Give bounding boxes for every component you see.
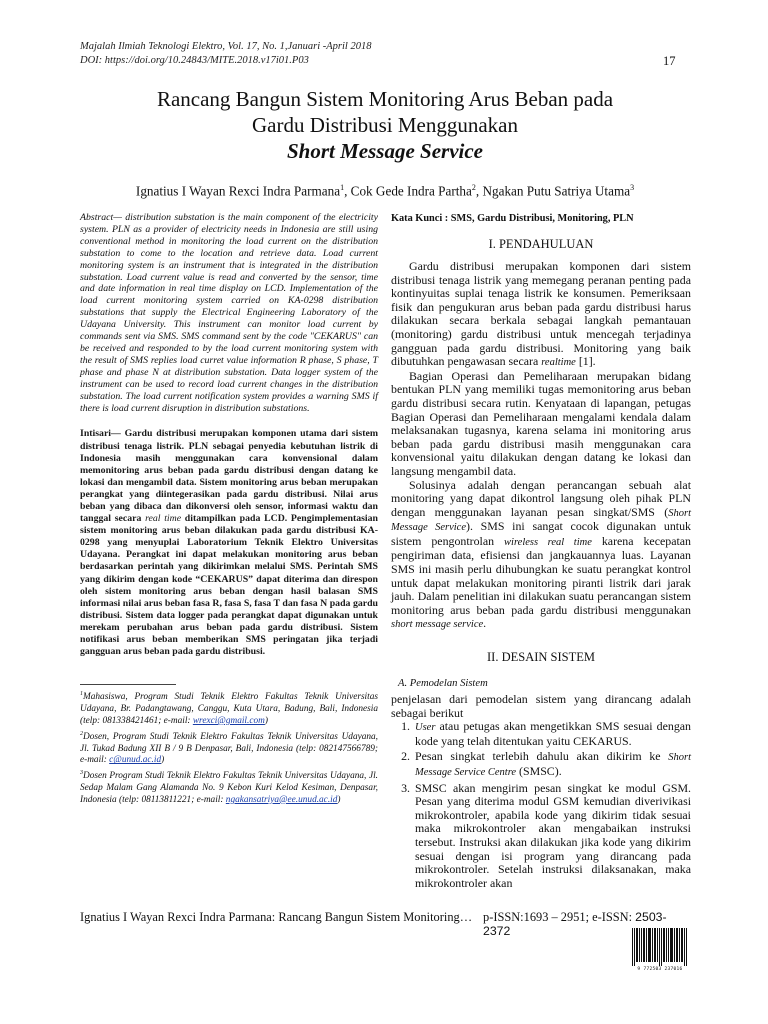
author-1: Ignatius I Wayan Rexci Indra Parmana <box>135 183 341 199</box>
paragraph-1-realtime: realtime <box>541 357 576 369</box>
author-2-affiliation: 2 <box>471 183 476 192</box>
smsc-term: Short Message Service Centre <box>415 752 691 778</box>
paragraph-3-text-d: . <box>483 616 487 631</box>
list-item <box>413 750 691 779</box>
title-line-3: Short Message Service <box>287 139 483 163</box>
footnote-1-end: ) <box>264 715 268 726</box>
footnote-3-text: Dosen Program Studi Teknik Elektro Fakultas Teknik Universitas Udayana, Jl. Sedap Malam Gang Alamanda No. 9 Kebon Kuri Kelod Kesiman, Denpasar, Indonesia (telp: 08113811221; e-mail: <box>80 771 378 805</box>
paragraph-1-citation: [1]. <box>575 354 596 369</box>
intisari-realtime: real time <box>145 513 182 525</box>
paper-title <box>80 86 690 164</box>
footnote-1-text: Mahasiswa, Program Studi Teknik Elektro Fakultas Teknik Universitas Udayana, Br. Padangtawang, Canggu, Kuta Utara, Badung, Bali, Indonesia (telp: 081338421461; e-mail: <box>80 692 378 726</box>
intisari-text-1: Intisari— Gardu distribusi merupakan komponen utama dari sistem distribusi tenaga listrik. PLN sebagai penyedia kebutuhan listrik di Indonesia masih menggunakan cara konvensional dalam memonitoring arus beban pada gardu distribusi dengan datang ke lokasi dan mengambil data. Sistem monitoring arus beban merupakan perangkat yang diintegerasikan pada gardu distribusi. Nilai arus beban yang dibaca dan dikonversi oleh sensor, informasi waktu dan tanggal secara <box>80 428 378 525</box>
section-heading-desain-sistem: II. DESAIN SISTEM <box>487 650 595 665</box>
footnotes <box>80 689 378 806</box>
paragraph-3-text-c: karena kecepatan pengiriman data, efisiensi dan jangkauannya luas. Layanan SMS ini masih perlu dihubungkan ke suatu perangkat kontrol untuk dapat melakukan monitoring piranti listrik dari jarak jauh. Dalam penelitian ini dilakukan suatu perancangan sistem monitoring arus beban pada gardu distribusi menggunakan <box>391 533 692 617</box>
author-3: , Ngakan Putu Satriya Utama <box>475 183 631 199</box>
left-column <box>80 212 378 808</box>
abstract: Abstract— distribution substation is the main component of the electricity system. PLN as a provider of electricity needs in Indonesia are still using conventional method in monitoring the load current on the distribution substation to come to the location and retrieve data. Load current monitoring system is an instrument that is integrated in the distribution substation. Load current value is read and converted by the sensor, time and date information in real time display on LCD. Implementation of the load current monitoring system carried on KA-0298 distribution substations that supply the Electrical Engineering Laboratory of the Udayana University. This instrument can monitor load current by commands sent via SMS. SMS command sent by the code "CEKARUS" can be received and responded to by the load current monitoring system with the result of SMS replies load curret value information R phase, S phase, T phase and phase N at distribution substation. Data logger system of the instrument can be used to record load current changes in the distribution substation. The load current notification system provides a warning SMS if there is load current disruption in distribution substations. <box>80 212 378 414</box>
paragraph-2: Bagian Operasi dan Pemeliharaan merupakan bidang bentukan PLN yang memiliki tugas memonitoring arus beban gardu distribusi secara rutin. Kenyataan di lapangan, petugas Bagian Operasi dan Pemeliharaan mengalami kendala dalam melaksanakan tugasnya, karena selama ini monitoring arus beban pada gardu distribusi masih menggunakan cara konvensional yaitu dilakukan dengan datang ke lokasi dan langsung mengambil data. <box>391 368 691 478</box>
section-heading-pendahuluan: I. PENDAHULUAN <box>488 237 594 251</box>
page-number: 17 <box>663 54 676 68</box>
intisari-text-2: ditampilkan pada LCD. Pengimplementasian sistem monitoring arus beban dilakukan pada gardu distribusi KA-0298 yang menyuplai Laboratorium Teknik Elektro Universitas Udayana. Perangkat ini dapat melakukan monitoring arus beban berdasarkan perintah yang dikirimkan melalui SMS. Perintah SMS yang dikirim dengan kode “CEKARUS” dapat diterima dan direspon oleh sistem monitoring arus beban dengan hasil balasan SMS informasi nilai arus beban fasa R, fasa S, fasa T dan fasa N pada gardu distribusi. Sistem data logger pada perangkat dapat digunakan untuk merekam perubahan arus beban pada gardu distribusi. Sistem notifikasi arus beban memberikan SMS peringatan jika terjadi gangguan arus beban pada gardu distribusi. <box>80 513 378 658</box>
footer-issn-text: p-ISSN:1693 – 2951; e-ISSN: <box>483 910 636 924</box>
right-column <box>391 212 691 892</box>
author-3-affiliation: 3 <box>630 183 635 192</box>
doi-line: DOI: https://doi.org/10.24843/MITE.2018.v17i01.P03 <box>80 55 309 66</box>
keywords: Kata Kunci : SMS, Gardu Distribusi, Monitoring, PLN <box>391 213 634 224</box>
footer-running-title: Ignatius I Wayan Rexci Indra Parmana: Rancang Bangun Sistem Monitoring… <box>80 910 473 924</box>
author-2: , Cok Gede Indra Partha <box>344 183 472 199</box>
list-item-2-text-b: (SMSC). <box>516 764 562 778</box>
footnote-1 <box>80 689 378 727</box>
journal-citation: Majalah Ilmiah Teknologi Elektro, Vol. 17, No. 1,Januari -April 2018 <box>80 41 372 52</box>
footnote-1-marker: 1 <box>80 691 83 698</box>
list-item-2-text-a: Pesan singkat terlebih dahulu akan dikirim ke <box>415 749 669 764</box>
footnote-3 <box>80 768 378 806</box>
paragraph-3-text-a: Solusinya adalah dengan perancangan sebuah alat monitoring yang dapat dikontrol langsung oleh pihak PLN dengan menggunakan layanan pesan singkat/SMS ( <box>391 477 691 519</box>
footnote-3-email-link[interactable]: ngakansatriya@ee.unud.ac.id <box>225 794 338 805</box>
footnote-1-email-link[interactable]: wrexci@gmail.com <box>192 715 265 726</box>
list-item <box>413 720 691 748</box>
paragraph-3-text-b: ). SMS ini sangat cocok digunakan untuk sistem pengontrolan <box>391 519 691 548</box>
subsection-heading-pemodelan: A. Pemodelan Sistem <box>398 678 488 690</box>
footnote-3-end: ) <box>337 794 341 805</box>
paragraph-3 <box>391 479 691 633</box>
user-term: User <box>415 722 436 734</box>
paragraph-3-sms-term: Short Message Service <box>391 507 691 534</box>
journal-header <box>80 40 690 68</box>
system-steps-list <box>391 720 691 890</box>
author-list <box>80 180 690 199</box>
author-1-affiliation: 1 <box>340 183 345 192</box>
list-item: 3. SMSC akan mengirim pesan singkat ke modul GSM. Pesan yang diterima modul GSM kemudian diverivikasi mikrokontroler, apabila kode yang dikirim tidak sesuai maka mikrokontroler akan mengabaikan instruksi tersebut. Instruksi akan dilakukan jika kode yang dikirim sesuai dengan isi program yang dirancang pada mikrokontroler. Setelah instruksi dilaksanakan, maka mikrokontroler akan <box>413 782 691 891</box>
footer-eissn: 2503-2372 <box>483 910 667 938</box>
footnote-divider <box>80 684 176 685</box>
issn-barcode-icon <box>632 928 688 966</box>
footnote-2-text: Dosen, Program Studi Teknik Elektro Fakultas Teknik Universitas Udayana, Jl. Tukad Badung XII B / 9 B Denpasar, Bali, Indonesia (telp: 082147566789; e-mail: <box>80 731 378 766</box>
paragraph-3-wireless-term: wireless real time <box>504 536 592 548</box>
paragraph-1-text: Gardu distribusi merupakan komponen dari sistem distribusi tenaga listrik yang memegang peranan penting pada kontinyuitas suplai tenaga listrik ke konsumen. Pemeriksaan fisik dan pengukuran arus beban pada gardu distribusi harus dilakukan secara berkala sebagai langkah pemantauan (monitoring) gardu distribusi untuk mencegah terjadinya gangguan pada gardu distribusi. Monitoring yang baik dibutuhkan pengawasan secara <box>391 259 691 369</box>
intisari <box>80 428 378 658</box>
paragraph-1 <box>391 260 691 370</box>
footnote-2-email-link[interactable]: c@unud.ac.id <box>109 755 162 766</box>
list-item-1-text: atau petugas akan mengetikkan SMS sesuai dengan kode yang telah ditentukan yaitu CEKARUS. <box>415 719 691 748</box>
title-line-2: Gardu Distribusi Menggunakan <box>252 113 518 137</box>
title-line-1: Rancang Bangun Sistem Monitoring Arus Beban pada <box>156 87 614 111</box>
section-2-intro: penjelasan dari pemodelan sistem yang dirancang adalah sebagai berikut <box>391 692 691 720</box>
footnote-2-marker: 2 <box>80 730 83 737</box>
page-footer <box>80 910 690 938</box>
footnote-2 <box>80 729 378 767</box>
barcode-digits: 9 772503 237016 <box>637 967 683 972</box>
footnote-3-marker: 3 <box>80 770 83 777</box>
footnote-2-end: ) <box>161 755 165 766</box>
paragraph-3-short-message-term: short message service <box>391 619 484 631</box>
